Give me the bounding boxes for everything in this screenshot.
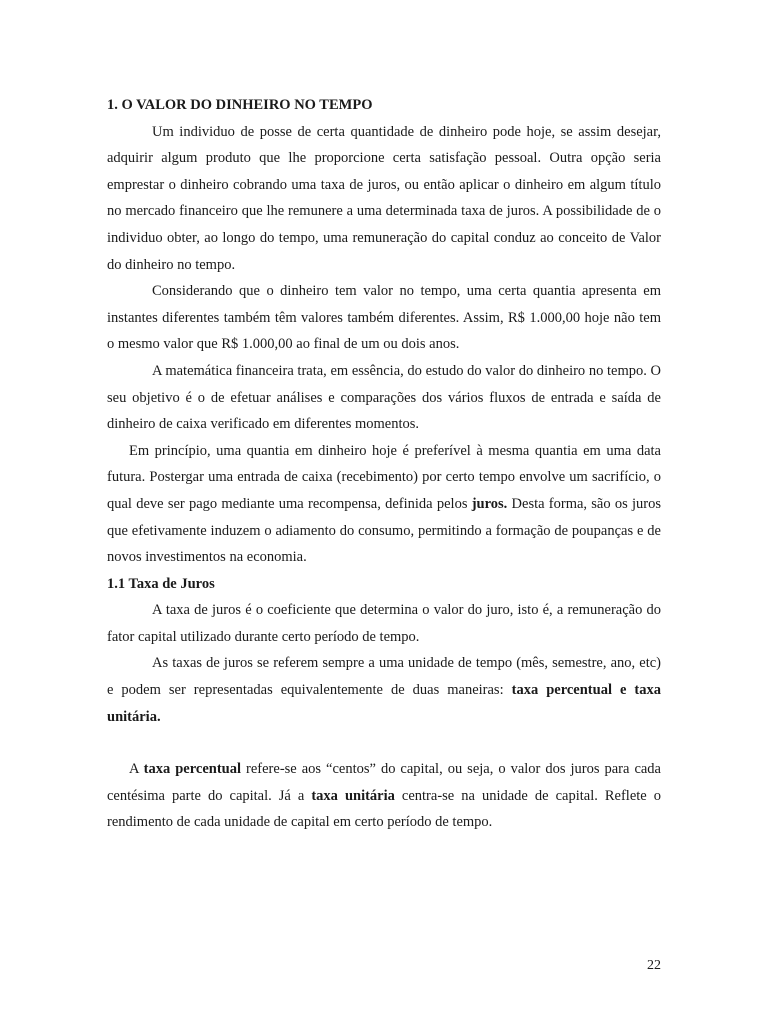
rate-types-part2: refere-se aos “centos” do capital, ou seja, o valor dos juros para cada centésima parte do capital. Já a: [107, 761, 661, 804]
paragraph-interest-rate-definition: A taxa de juros é o coeficiente que determina o valor do juro, isto é, a remuneração do fator capital utilizado durante certo período de tempo.: [107, 602, 661, 645]
principle-bold-juros: juros.: [471, 495, 508, 512]
paragraph-financial-math: A matemática financeira trata, em essência, do estudo do valor do dinheiro no tempo. O seu objetivo é o de efetuar análises e comparações dos vários fluxos de entrada e saída de dinheiro de caixa verificado em diferentes momentos.: [107, 362, 661, 433]
principle-text-after: Desta forma, são os juros que efetivamente induzem o adiamento do consumo, permitindo a formação de poupanças e de novos investimentos na economia.: [107, 495, 661, 566]
paragraph-time-value: Considerando que o dinheiro tem valor no tempo, uma certa quantia apresenta em instantes diferentes também têm valores também diferentes. Assim, R$ 1.000,00 hoje não tem o mesmo valor que R$ 1.000,00 ao final de um ou dois anos.: [107, 283, 661, 353]
rate-types-part3: centra-se na unidade de capital. Reflete o rendimento de cada unidade de capital em certo período de tempo.: [107, 787, 661, 831]
rate-types-bold-unitaria: taxa unitária: [311, 787, 395, 804]
rate-types-bold-percentual: taxa percentual: [143, 761, 242, 778]
paragraph-interest-rate-forms: [107, 650, 661, 730]
forms-text-before: As taxas de juros se referem sempre a uma unidade de tempo (mês, semestre, ano, etc) e podem ser representadas equivalentemente de duas maneiras:: [107, 655, 661, 699]
principle-text-before: Em princípio, uma quantia em dinheiro hoje é preferível à mesma quantia em uma data futura. Postergar uma entrada de caixa (recebimento) por certo tempo envolve um sacrifício, o qual deve ser pago mediante uma recompensa, definida pelos: [107, 442, 661, 512]
paragraph-money-value: Um individuo de posse de certa quantidade de dinheiro pode hoje, se assim desejar, adquirir algum produto que lhe proporcione certa satisfação pessoal. Outra opção seria emprestar o dinheiro cobrando uma taxa de juros, ou então aplicar o dinheiro em algum título no mercado financeiro que lhe remunere a uma determinada taxa de juros. A possibilidade de o individuo obter, ao longo do tempo, uma remuneração do capital conduz ao conceito de Valor do dinheiro no tempo.: [107, 123, 661, 273]
section-title: 1. O VALOR DO DINHEIRO NO TEMPO: [107, 97, 373, 113]
page-number: 22: [647, 958, 661, 973]
paragraph-principle: [107, 438, 661, 571]
document-page: [107, 92, 661, 836]
subsection-title: 1.1 Taxa de Juros: [107, 575, 215, 592]
paragraph-rate-types: [107, 756, 661, 836]
rate-types-part1: A: [129, 761, 144, 778]
forms-bold: taxa percentual e taxa unitária.: [107, 682, 661, 725]
